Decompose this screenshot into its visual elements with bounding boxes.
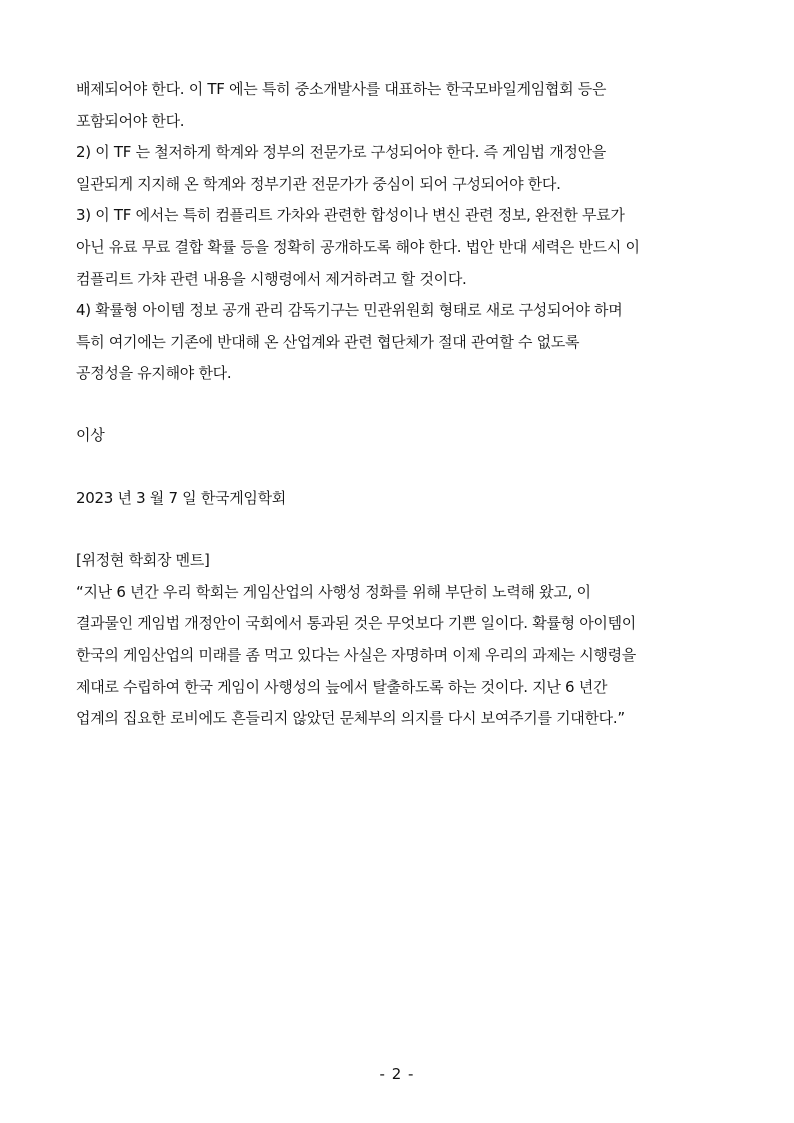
paragraph-line: 포함되어야 한다. bbox=[76, 111, 185, 130]
quote-line: 한국의 게임산업의 미래를 좀 먹고 있다는 사실은 자명하며 이제 우리의 과제는 시행령을 bbox=[76, 645, 636, 664]
list-item-3-continuation: 컴플리트 가챠 관련 내용을 시행령에서 제거하려고 할 것이다. bbox=[76, 269, 467, 288]
list-item-2: 2) 이 TF 는 철저하게 학계와 정부의 전문가로 구성되어야 한다. 즉 게임법 개정안을 bbox=[76, 143, 606, 162]
closing-text: 이상 bbox=[76, 425, 105, 444]
list-item-4: 4) 확률형 아이템 정보 공개 관리 감독기구는 민관위원회 형태로 새로 구성되어야 하며 bbox=[76, 301, 623, 320]
quote-line: “지난 6 년간 우리 학회는 게임산업의 사행성 정화를 위해 부단히 노력해 왔고, 이 bbox=[76, 582, 591, 601]
list-item-3: 3) 이 TF 에서는 특히 컴플리트 가차와 관련한 합성이나 변신 관련 정보, 완전한 무료가 bbox=[76, 206, 625, 225]
list-item-3-continuation: 아닌 유료 무료 결합 확률 등을 정확히 공개하도록 해야 한다. 법안 반대 세력은 반드시 이 bbox=[76, 237, 640, 256]
paragraph-line: 배제되어야 한다. 이 TF 에는 특히 중소개발사를 대표하는 한국모바일게임협회 등은 bbox=[76, 80, 607, 98]
document-body bbox=[76, 74, 736, 735]
comment-heading: [위정현 학회장 멘트] bbox=[76, 551, 210, 570]
list-item-4-continuation: 특히 여기에는 기존에 반대해 온 산업계와 관련 협단체가 절대 관여할 수 없도록 bbox=[76, 332, 580, 351]
quote-line: 제대로 수립하여 한국 게임이 사행성의 늪에서 탈출하도록 하는 것이다. 지난 6 년간 bbox=[76, 677, 608, 696]
list-item-4-continuation: 공정성을 유지해야 한다. bbox=[76, 364, 232, 383]
quote-line: 업계의 집요한 로비에도 흔들리지 않았던 문체부의 의지를 다시 보여주기를 기대한다.” bbox=[76, 709, 625, 728]
page-number: - 2 - bbox=[379, 1065, 415, 1083]
quote-line: 결과물인 게임법 개정안이 국회에서 통과된 것은 무엇보다 기쁜 일이다. 확률형 아이템이 bbox=[76, 614, 636, 633]
date-signature: 2023 년 3 월 7 일 한국게임학회 bbox=[76, 488, 286, 507]
list-item-2-continuation: 일관되게 지지해 온 학계와 정부기관 전문가가 중심이 되어 구성되어야 한다. bbox=[76, 174, 561, 193]
